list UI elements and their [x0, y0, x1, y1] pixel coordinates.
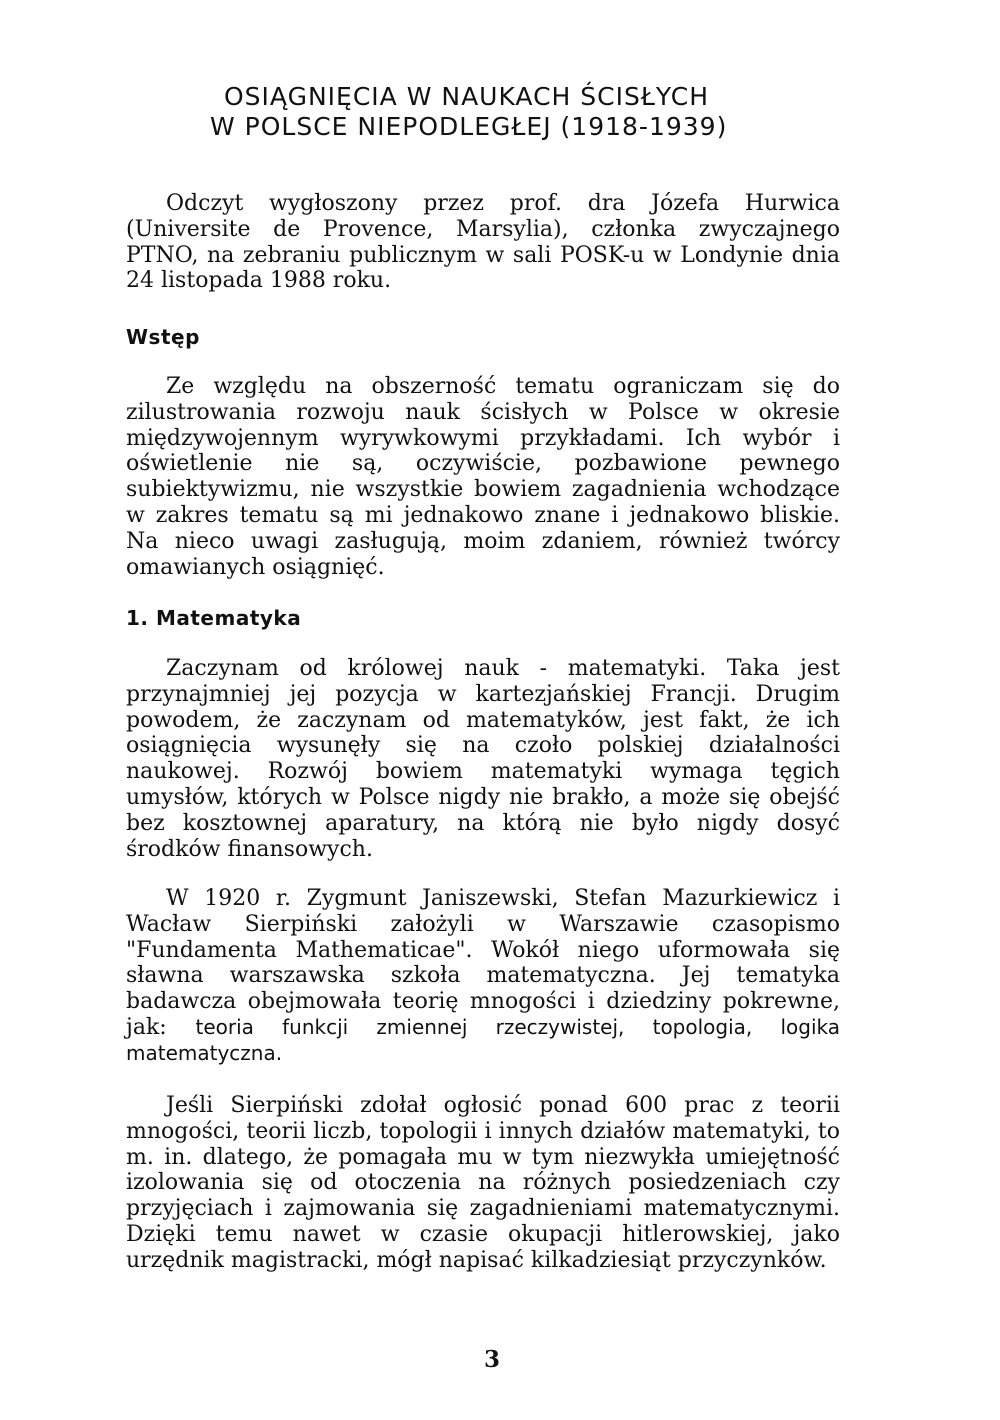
matematyka-paragraph-2-serif: W 1920 r. Zygmunt Janiszewski, Stefan Mazurkiewicz i Wacław Sierpiński założyli w Warszawie czasopismo "Fundamenta Mathematicae". Wokół niego uformowała się sławna warszawska szkoła matematyczna. Jej tematyka badawcza obejmowała teorię mnogości i dziedziny pokrewne, jak:	[126, 886, 840, 1040]
matematyka-paragraph-2	[126, 886, 840, 1067]
wstep-paragraph: Ze względu na obszerność tematu ograniczam się do zilustrowania rozwoju nauk ścisłych w Polsce w okresie międzywojennym wyrywkowymi przykładami. Ich wybór i oświetlenie nie są, oczywiście, pozbawione pewnego subiektywizmu, nie wszystkie bowiem zagadnienia wchodzące w zakres tematu są mi jednakowo znane i jednakowo bliskie. Na nieco uwagi zasługują, moim zdaniem, również twórcy omawianych osiągnięć.	[126, 374, 840, 580]
title-line-2: W POLSCE NIEPODLEGŁEJ (1918-1939)	[210, 112, 728, 141]
page-title	[210, 82, 730, 142]
intro-paragraph: Odczyt wygłoszony przez prof. dra Józefa Hurwica (Universite de Provence, Marsylia), członka zwyczajnego PTNO, na zebraniu publicznym w sali POSK-u w Londynie dnia 24 listopada 1988 roku.	[126, 191, 840, 294]
page-number: 3	[484, 1346, 501, 1373]
title-line-1: OSIĄGNIĘCIA W NAUKACH ŚCISŁYCH	[224, 82, 710, 111]
section-heading-wstep: Wstęp	[126, 325, 200, 349]
matematyka-paragraph-2-sans: teoria funkcji zmiennej rzeczywistej, topologia, logika matematyczna.	[126, 1014, 840, 1065]
matematyka-paragraph-1: Zaczynam od królowej nauk - matematyki. Taka jest przynajmniej jej pozycja w kartezjańskiej Francji. Drugim powodem, że zaczynam od matematyków, jest fakt, że ich osiągnięcia wysunęły się na czoło polskiej działalności naukowej. Rozwój bowiem matematyki wymaga tęgich umysłów, których w Polsce nigdy nie brakło, a może się obejść bez kosztownej aparatury, na którą nie było nigdy dosyć środków finansowych.	[126, 656, 840, 862]
section-heading-matematyka: 1. Matematyka	[126, 606, 302, 630]
matematyka-paragraph-3: Jeśli Sierpiński zdołał ogłosić ponad 600 prac z teorii mnogości, teorii liczb, topologii i innych działów matematyki, to m. in. dlatego, że pomagała mu w tym niezwykła umiejętność izolowania się od otoczenia na różnych posiedzeniach czy przyjęciach i zajmowania się zagadnieniami matematycznymi. Dzięki temu nawet w czasie okupacji hitlerowskiej, jako urzędnik magistracki, mógł napisać kilkadziesiąt przyczynków.	[126, 1093, 840, 1273]
